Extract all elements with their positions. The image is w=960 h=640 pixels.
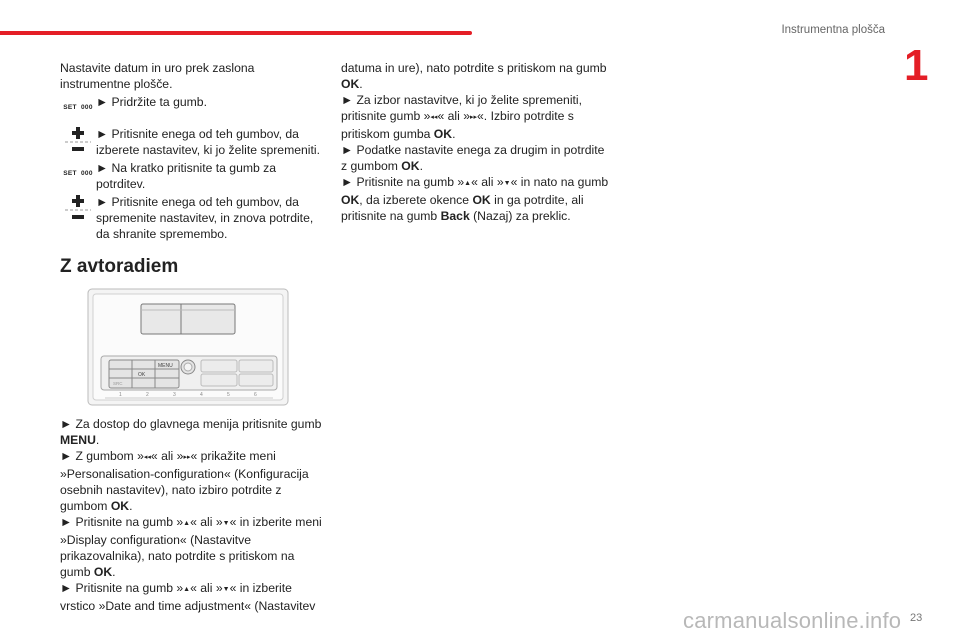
date-time-continued: datuma in ure), nato potrdite s pritiskom na gumb OK.	[341, 61, 607, 91]
rewind-icon: ◂◂	[430, 114, 438, 121]
set-data-bullet: ► Podatke nastavite enega za drugim in potrdite z gumbom OK.	[341, 143, 605, 173]
step-text: ► Na kratko pritisnite ta gumb za potrditev.	[96, 161, 277, 191]
right-column	[341, 60, 609, 224]
section-title: Instrumentna plošča	[781, 24, 885, 36]
ok-key-label: OK	[138, 372, 146, 378]
step-text: ► Pridržite ta gumb.	[96, 95, 207, 109]
step-confirm-set	[60, 160, 328, 192]
page-number: 23	[910, 612, 923, 624]
fast-forward-icon: ▸▸	[469, 114, 478, 121]
preset-number: 2	[146, 392, 149, 398]
preset-number: 6	[254, 392, 257, 398]
preset-number: 4	[200, 392, 203, 398]
step-text: ► Pritisnite enega od teh gumbov, da spremenite nastavitev, in znova potrdite, da shranite spremembo.	[96, 195, 314, 241]
select-setting-bullet: ► Za izbor nastavitve, ki jo želite spremeniti, pritisnite gumb »◂◂« ali »▸▸«. Izbiro potrdite s pritiskom gumba OK.	[341, 93, 583, 141]
step-change-setting	[60, 194, 328, 242]
fast-forward-icon: ▸▸	[183, 454, 191, 461]
menu-key-label: MENU	[158, 363, 173, 369]
src-key-label: SRC	[113, 381, 123, 386]
rewind-icon: ◂◂	[143, 454, 151, 461]
chapter-number: 1	[904, 41, 929, 90]
up-arrow-icon: ▲	[183, 586, 191, 593]
header-accent-bar	[0, 31, 472, 35]
confirm-bullet: ► Pritisnite na gumb »▲« ali »▼« in nato na gumb OK, da izberete okence OK in ga potrdite, ali pritisnite na gumb Back (Nazaj) za preklic.	[341, 175, 609, 223]
preset-number: 1	[119, 392, 122, 398]
radio-panel-illustration	[87, 288, 289, 406]
up-arrow-icon: ▲	[464, 180, 472, 187]
left-column	[60, 60, 328, 614]
date-time-bullet: ► Pritisnite na gumb »▲« ali »▼« in izberite vrstico »Date and time adjustment« (Nastavitev	[60, 581, 316, 613]
personalisation-bullet: ► Z gumbom »◂◂« ali »▸▸« prikažite meni »Personalisation-configuration« (Konfiguracija osebnih nastavitev), nato izbiro potrdite z gumbom OK.	[60, 449, 309, 513]
menu-key: MENU	[60, 433, 96, 447]
section-heading: Z avtoradiem	[60, 256, 179, 277]
up-arrow-icon: ▲	[183, 520, 191, 527]
set-button-icon: SET 000	[63, 104, 93, 111]
back-key: Back	[440, 209, 470, 223]
menu-bullet: ► Za dostop do glavnega menija pritisnite gumb MENU.	[60, 417, 322, 447]
set-button-icon: SET 000	[63, 170, 93, 177]
step-select-setting	[60, 126, 328, 158]
intro-paragraph: Nastavite datum in uro prek zaslona instrumentne plošče.	[60, 61, 255, 91]
plus-minus-icon	[64, 126, 92, 156]
down-arrow-icon: ▼	[222, 586, 230, 593]
preset-number: 3	[173, 392, 176, 398]
down-arrow-icon: ▼	[222, 520, 230, 527]
watermark: carmanualsonline.info	[683, 608, 902, 633]
down-arrow-icon: ▼	[503, 180, 511, 187]
step-text: ► Pritisnite enega od teh gumbov, da izberete nastavitev, ki jo želite spremeniti.	[96, 127, 320, 157]
preset-number: 5	[227, 392, 230, 398]
display-config-bullet: ► Pritisnite na gumb »▲« ali »▼« in izberite meni »Display configuration« (Nastavitve prikazovalnika), nato potrdite s pritiskom na gumb OK.	[60, 515, 322, 579]
step-hold-set	[60, 94, 328, 116]
